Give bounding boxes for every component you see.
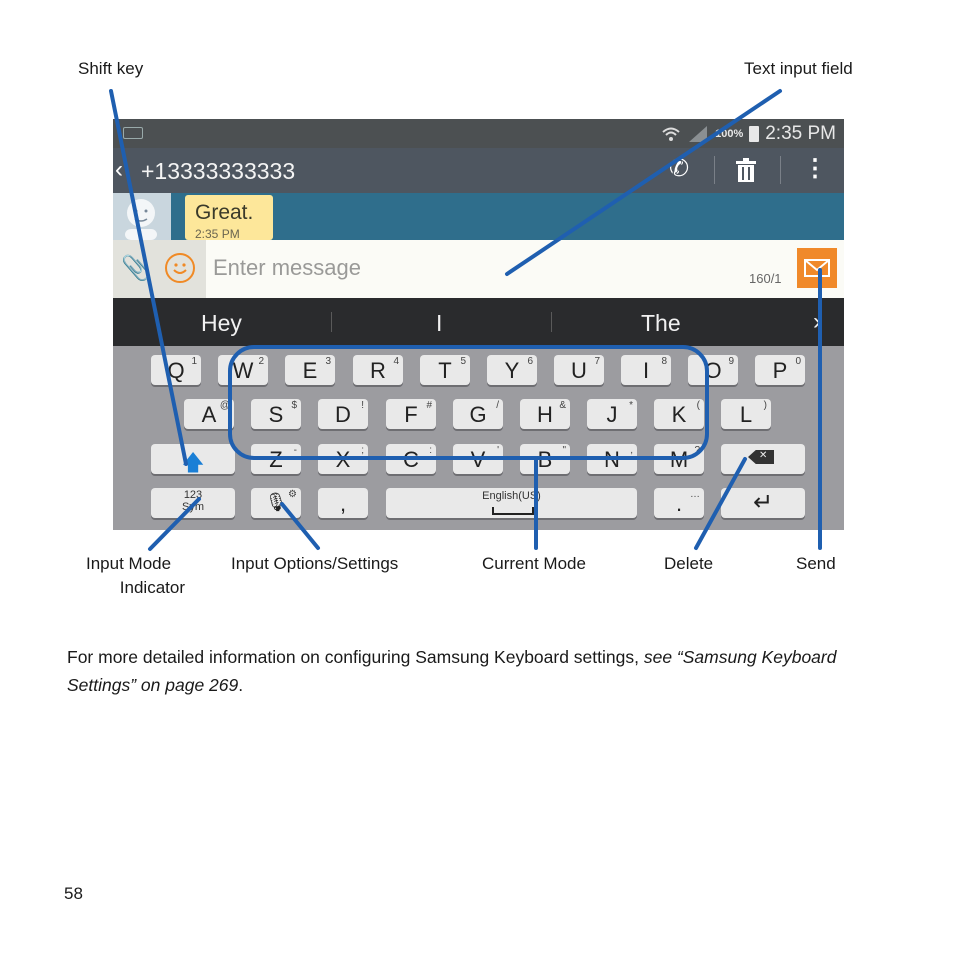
- key-alt-label: …: [690, 489, 700, 500]
- enter-icon: ↵: [752, 489, 774, 516]
- page-number: 58: [64, 884, 83, 903]
- key-alt-label: 2: [258, 356, 264, 367]
- key-label: M: [669, 447, 689, 472]
- key-alt-label: ": [562, 445, 566, 456]
- sym-line1: 123: [183, 489, 203, 501]
- key-label: O: [704, 358, 722, 383]
- body-text-end: .: [238, 675, 244, 695]
- suggestion-item[interactable]: The: [641, 310, 681, 336]
- phone-call-icon[interactable]: ✆: [669, 155, 690, 182]
- key-alt-label: :: [429, 445, 432, 456]
- key-label: P: [772, 358, 788, 383]
- key-alt-label: 8: [661, 356, 667, 367]
- key-label: L: [739, 402, 753, 427]
- key-label: D: [335, 402, 351, 427]
- key-label: A: [201, 402, 217, 427]
- input-mode-pointer: [150, 499, 199, 549]
- key-alt-label: ): [763, 400, 767, 411]
- settings-gear-icon: ⚙: [288, 489, 297, 500]
- key-alt-label: ': [497, 445, 499, 456]
- callout-input-options: Input Options/Settings: [231, 554, 399, 573]
- sym-line2: Sym: [182, 501, 204, 513]
- body-text-regular: For more detailed information on configuring Samsung Keyboard settings,: [67, 647, 639, 667]
- text-input-pointer: [507, 91, 780, 274]
- message-text: Great.: [195, 201, 254, 224]
- key-label: T: [438, 358, 452, 383]
- key-alt-label: ?: [694, 445, 700, 456]
- attach-icon[interactable]: 📎: [121, 255, 151, 282]
- chevron-right-icon[interactable]: ›: [813, 308, 821, 335]
- back-icon[interactable]: ‹: [115, 156, 123, 183]
- key-label: X: [335, 447, 351, 472]
- key-label: Y: [504, 358, 520, 383]
- key-label: Z: [269, 447, 283, 472]
- key-alt-label: 3: [325, 356, 331, 367]
- callout-delete: Delete: [664, 554, 714, 573]
- callout-input-mode-line2: Indicator: [119, 578, 185, 597]
- message-time: 2:35 PM: [195, 227, 240, 240]
- contact-number[interactable]: +13333333333: [141, 158, 296, 184]
- key-label: C: [403, 447, 419, 472]
- key-label: V: [470, 447, 486, 472]
- key-alt-label: $: [291, 400, 297, 411]
- key-alt-label: @: [219, 400, 230, 411]
- key-alt-label: 6: [527, 356, 533, 367]
- key-alt-label: -: [293, 445, 297, 456]
- key-label: K: [671, 402, 687, 427]
- character-counter: 160/1: [749, 271, 782, 286]
- key-alt-label: &: [559, 400, 566, 411]
- delete-pointer: [696, 459, 745, 548]
- body-paragraph: [67, 643, 887, 699]
- current-mode-highlight: [230, 347, 707, 458]
- current-language-label: English(US): [482, 490, 541, 502]
- key-alt-label: *: [629, 400, 633, 411]
- key-label: .: [675, 491, 683, 516]
- callout-shift-key: Shift key: [78, 59, 144, 78]
- shift-key-pointer: [111, 91, 186, 464]
- suggestion-item[interactable]: Hey: [201, 310, 242, 336]
- key-label: E: [302, 358, 318, 383]
- key-alt-label: ,: [630, 445, 633, 456]
- callout-send: Send: [796, 554, 836, 573]
- callout-input-mode-line1: Input Mode: [86, 554, 172, 573]
- key-alt-label: /: [496, 400, 499, 411]
- key-label: R: [370, 358, 386, 383]
- key-alt-label: 9: [728, 356, 734, 367]
- key-alt-label: !: [361, 400, 364, 411]
- key-label: ,: [339, 491, 347, 516]
- key-label: J: [606, 402, 618, 427]
- key-label: Q: [167, 358, 185, 383]
- key-alt-label: #: [426, 400, 432, 411]
- message-input[interactable]: Enter message: [213, 255, 361, 280]
- input-options-pointer: [282, 504, 318, 548]
- callout-current-mode: Current Mode: [482, 554, 586, 573]
- shift-arrow-icon: 🡅: [181, 450, 205, 475]
- body-cross-reference[interactable]: see “Samsung Keyboard Settings” on page 269: [67, 647, 837, 695]
- key-alt-label: 5: [460, 356, 466, 367]
- key-label: H: [537, 402, 553, 427]
- callout-text-input-field: Text input field: [744, 59, 853, 78]
- microphone-icon: 🎙: [264, 492, 288, 512]
- overflow-menu-icon[interactable]: ⋮: [803, 155, 827, 182]
- key-label: B: [537, 447, 553, 472]
- key-alt-label: 0: [795, 356, 801, 367]
- status-time: 2:35 PM: [765, 123, 836, 144]
- key-label: U: [571, 358, 587, 383]
- key-label: F: [404, 402, 418, 427]
- battery-percent: 100%: [715, 128, 744, 140]
- key-alt-label: 7: [594, 356, 600, 367]
- key-label: S: [268, 402, 284, 427]
- suggestion-item[interactable]: I: [436, 310, 443, 336]
- key-alt-label: 1: [191, 356, 197, 367]
- key-alt-label: 4: [393, 356, 399, 367]
- key-alt-label: (: [696, 400, 700, 411]
- key-label: N: [604, 447, 620, 472]
- key-alt-label: ;: [361, 445, 364, 456]
- key-label: W: [232, 358, 254, 383]
- key-label: I: [642, 358, 650, 383]
- key-label: G: [469, 402, 487, 427]
